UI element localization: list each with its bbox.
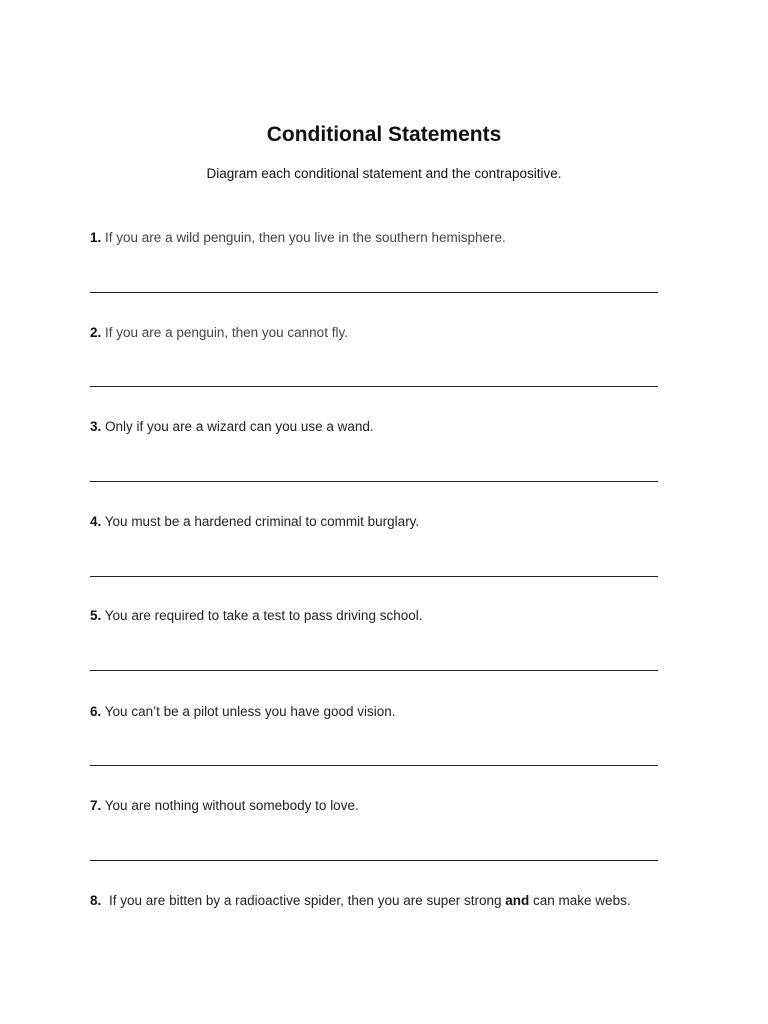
- question-5: [90, 607, 690, 625]
- question-number: 6.: [90, 704, 102, 719]
- question-text: If you are bitten by a radioactive spider, then you are super strong: [109, 893, 506, 908]
- question-number: 3.: [90, 419, 102, 434]
- question-8: [90, 892, 690, 910]
- question-number: 2.: [90, 325, 102, 340]
- question-2: [90, 324, 690, 342]
- question-text: You are nothing without somebody to love.: [104, 798, 359, 813]
- answer-line-7[interactable]: [90, 860, 658, 861]
- answer-line-1[interactable]: [90, 292, 658, 293]
- question-6: [90, 703, 690, 721]
- worksheet-instructions: Diagram each conditional statement and the contrapositive.: [206, 166, 562, 181]
- question-text: You must be a hardened criminal to commit burglary.: [104, 514, 420, 529]
- question-text: You can’t be a pilot unless you have good vision.: [104, 704, 396, 719]
- answer-line-2[interactable]: [90, 386, 658, 387]
- answer-line-4[interactable]: [90, 576, 658, 577]
- question-number: 8.: [90, 893, 102, 908]
- question-number: 4.: [90, 514, 102, 529]
- answer-line-6[interactable]: [90, 765, 658, 766]
- question-number: 1.: [90, 230, 102, 245]
- question-text: Only if you are a wizard can you use a wand.: [105, 419, 374, 434]
- question-text: You are required to take a test to pass driving school.: [104, 608, 423, 623]
- question-4: [90, 513, 690, 531]
- question-number: 5.: [90, 608, 102, 623]
- question-emphasis: and: [505, 893, 530, 908]
- worksheet-title: Conditional Statements: [266, 123, 502, 146]
- question-1: [90, 229, 690, 247]
- answer-line-3[interactable]: [90, 481, 658, 482]
- question-7: [90, 797, 690, 815]
- question-text: If you are a penguin, then you cannot fly.: [105, 325, 348, 340]
- answer-line-5[interactable]: [90, 670, 658, 671]
- question-text: If you are a wild penguin, then you live in the southern hemisphere.: [105, 230, 506, 245]
- question-text-end: can make webs.: [529, 893, 631, 908]
- question-number: 7.: [90, 798, 102, 813]
- question-3: [90, 418, 690, 436]
